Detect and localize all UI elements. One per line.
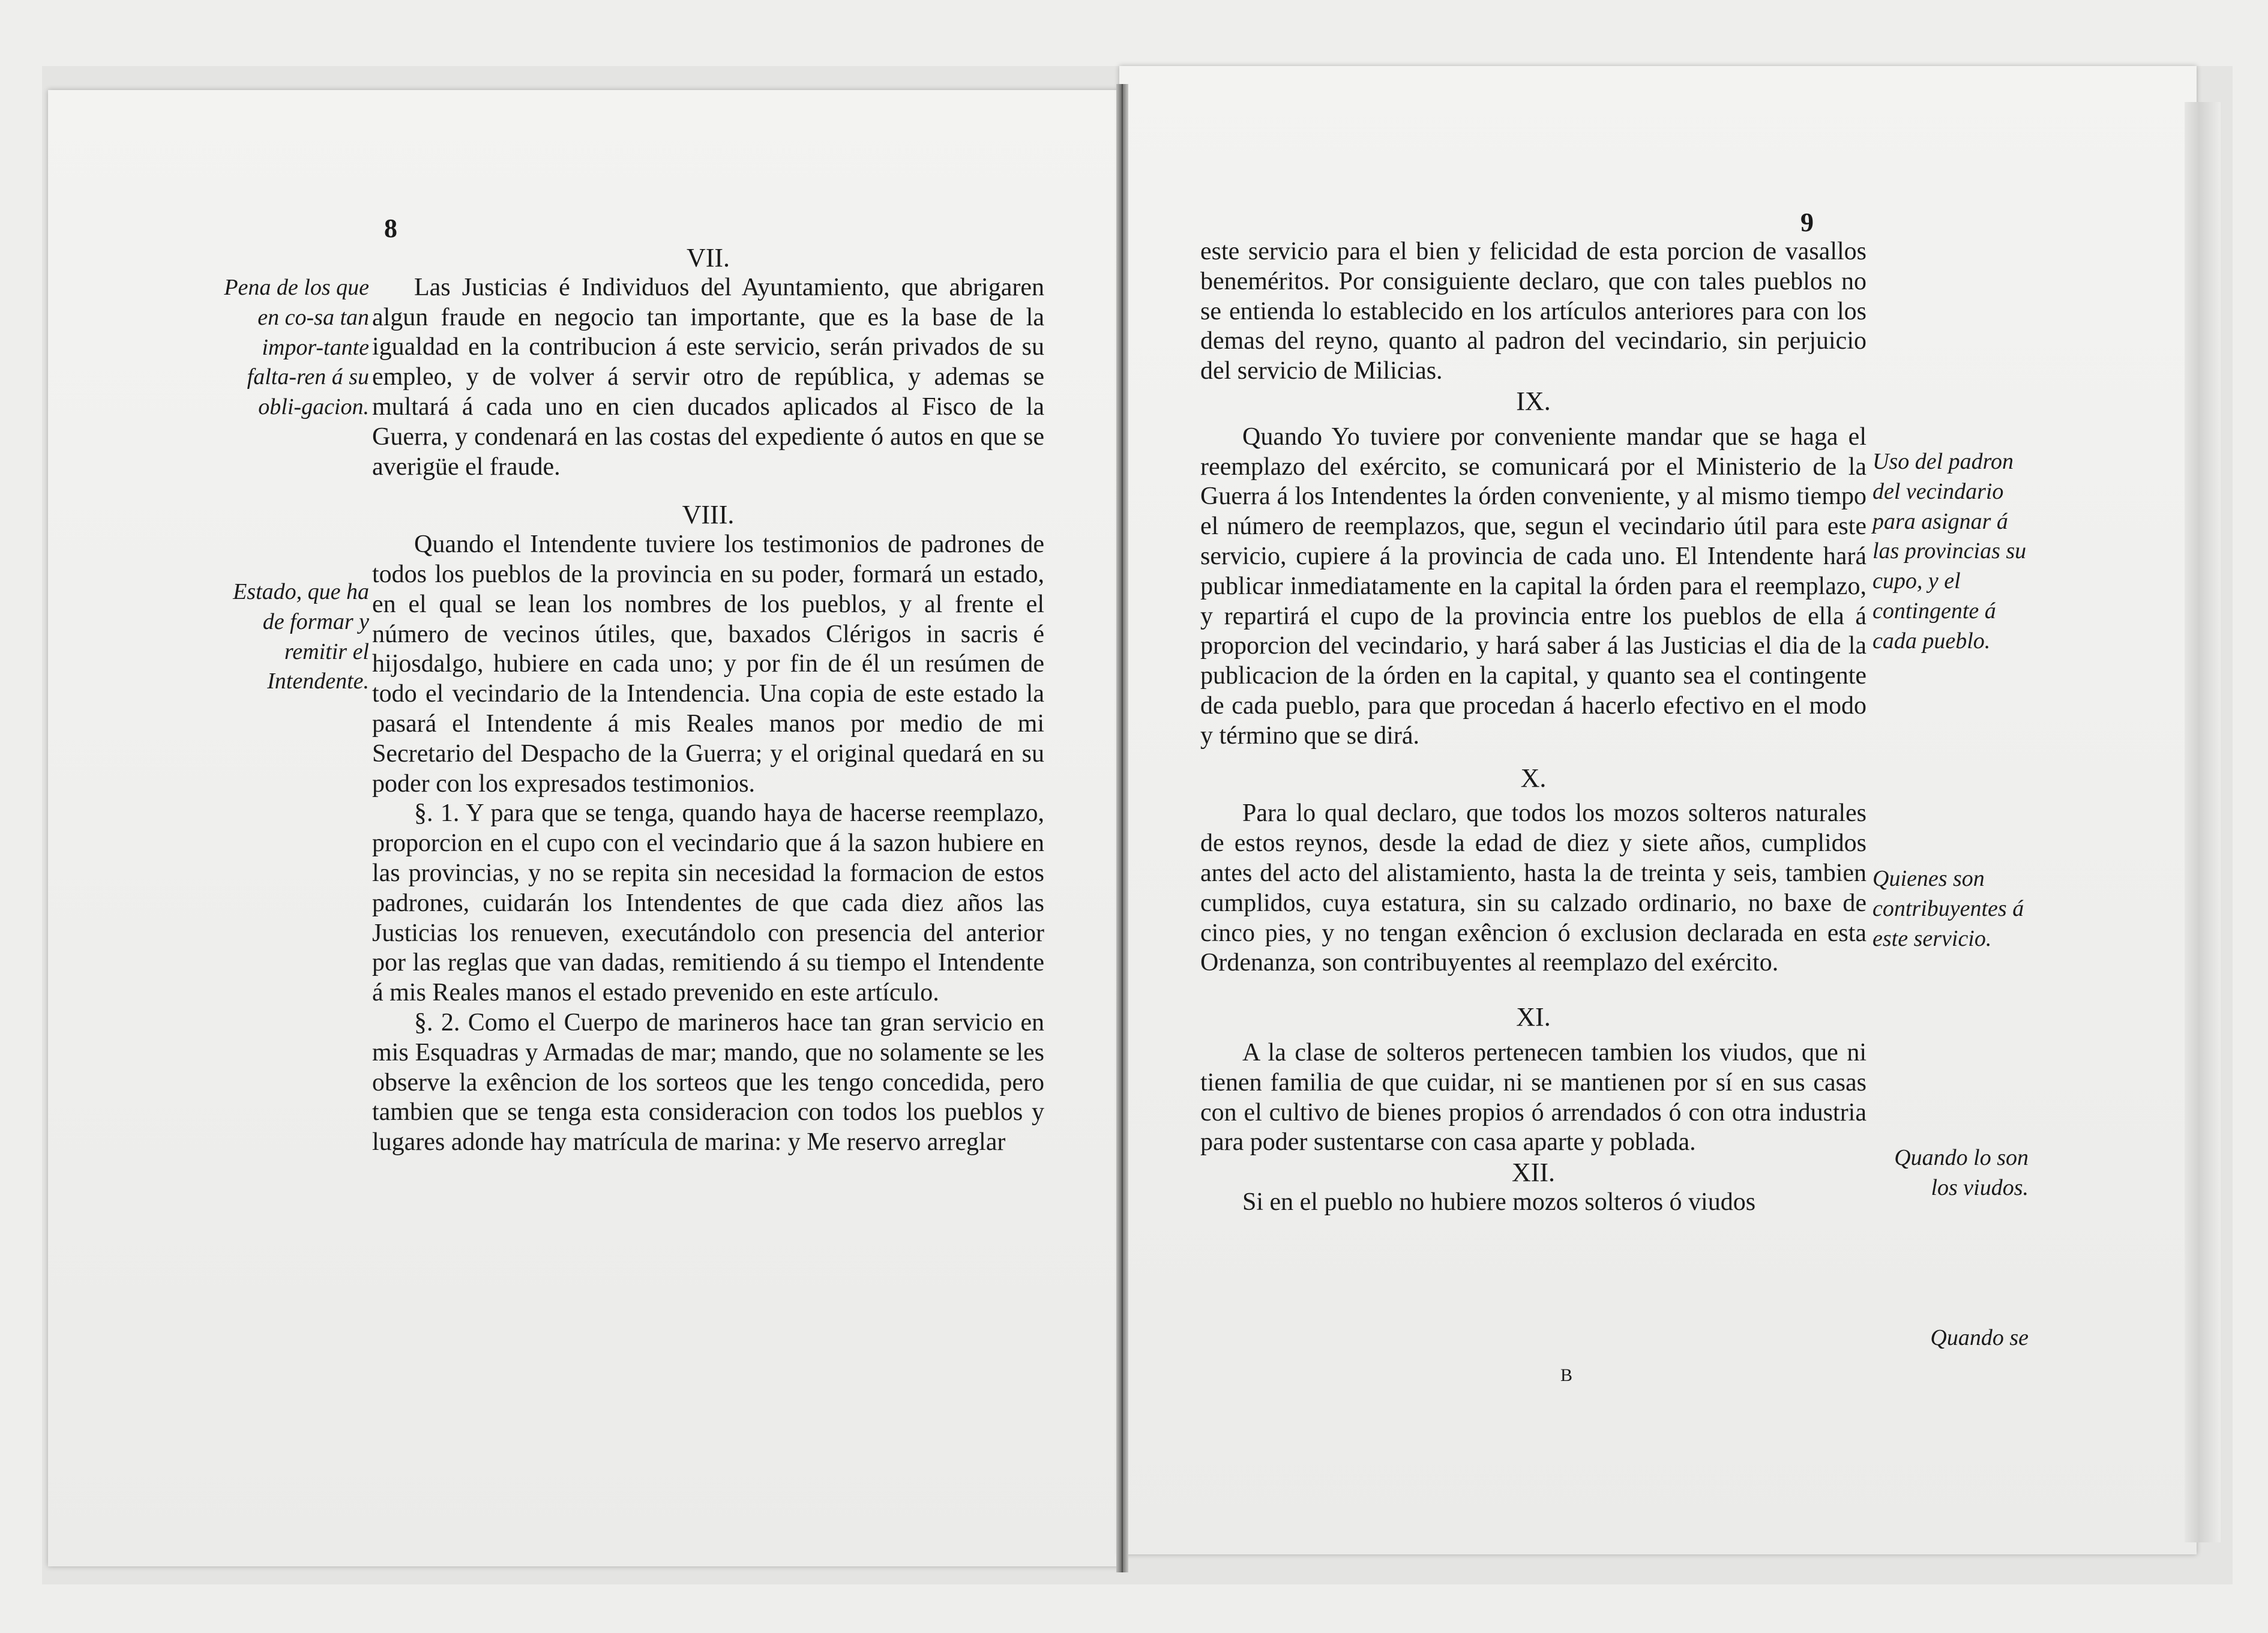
margin-note-quando-se: Quando se: [1930, 1325, 2029, 1350]
section-text-x: Para lo qual declaro, que todos los mozos solteros naturales de estos reynos, desde la edad de diez y siete años, cumplidos antes del acto del alistamiento, hasta la de treinta y seis, tambien cumplidos, cuya estatura, sin su calzado ordinario, no baxe de cinco pies, y no tengan exêncion ó exclusion declarada en esta Ordenanza, son contribuyentes al reemplazo del exército.: [1200, 799, 1866, 977]
right-page-text: [1200, 237, 1866, 1218]
right-page-number: 9: [1800, 208, 1814, 237]
clause-2: §. 2. Como el Cuerpo de marineros hace tan gran servicio en mis Esquadras y Armadas de mar; mando, que no solamente se les observe la exêncion de los sorteos que les tengo concedida, pero tambien que se tenga esta consideracion con todos los pueblos y lugares adonde hay matrícula de marina: y Me reservo arreglar: [372, 1008, 1044, 1156]
left-page-number: 8: [384, 214, 397, 243]
section-heading-xi: XI.: [1516, 1002, 1551, 1032]
margin-note-estado: Estado, que ha de formar y remitir el Intendente.: [233, 579, 369, 694]
section-heading-x: X.: [1520, 763, 1547, 793]
section-heading-viii: VIII.: [682, 500, 735, 530]
section-text-viii: Quando el Intendente tuviere los testimonios de padrones de todos los pueblos de la provincia en su poder, formará un estado, en el qual se lean los nombres de los pueblos, y al frente el número de vecinos útiles, que, baxados Clérigos in sacris é hijosdalgo, hubiere en cada uno; y por fin de él un resúmen de todo el vecindario de la Intendencia. Una copia de este estado la pasará el Intendente á mis Reales manos por medio de mi Secretario del Despacho de la Guerra; y el original quedará en su poder con los expresados testimonios.: [372, 531, 1044, 798]
page-edges: [2185, 102, 2221, 1542]
section-heading-vii: VII.: [686, 243, 730, 272]
margin-note-viudos: Quando lo son los viudos.: [1894, 1145, 2029, 1200]
section-text-vii: Las Justicias é Individuos del Ayuntamiento, que abrigaren algun fraude en negocio tan importante, que es la base de la igualdad en la contribucion á este servicio, serán privados de su empleo, y de volver á servir otro de república, y ademas se multará á cada uno en cien ducados aplicados al Fisco de la Guerra, y condenará en las costas del expediente ó autos en que se averigüe el fraude.: [372, 273, 1044, 481]
section-heading-ix: IX.: [1516, 386, 1551, 416]
margin-note-uso-del-padron: Uso del padron del vecindario para asignar á las provincias su cupo, y el contingente á cada pueblo.: [1872, 449, 2027, 654]
margin-note-quienes: Quienes son contribuyentes á este servicio.: [1872, 866, 2024, 951]
section-text-ix: Quando Yo tuviere por conveniente mandar que se haga el reemplazo del exército, se comunicará por el Ministerio de la Guerra á los Intendentes la órden conveniente, y al mismo tiempo el número de reemplazos, que, segun el vecindario útil para este servicio, cupiere á la provincia de cada uno. El Intendente hará publicar inmediatamente en la capital la órden para el reemplazo, y repartirá el cupo de la provincia entre los pueblos de ella á proporcion del vecindario, y hará saber á las Justicias el dia de la publicacion de la órden en la capital, y quanto sea el contingente de cada pueblo, para que procedan á hacerlo efectivo en el modo y término que se dirá.: [1200, 423, 1866, 750]
book-spread: [42, 66, 2233, 1584]
signature-mark: B: [1560, 1365, 1573, 1385]
continuation-text: este servicio para el bien y felicidad de esta porcion de vasallos beneméritos. Por consiguiente declaro, que con tales pueblos no se entienda lo establecido en los artículos anteriores para con los demas del reyno, quanto al padron del vecindario, sin perjuicio del servicio de Milicias.: [1200, 238, 1866, 385]
left-page-text: [372, 243, 1044, 1158]
section-text-xi: A la clase de solteros pertenecen tambien los viudos, que ni tienen familia de que cuidar, ni se mantienen por sí en sus casas con el cultivo de bienes propios ó arrendados ó con otra industria para poder sustentarse con casa aparte y poblada.: [1200, 1038, 1866, 1156]
section-text-xii: Si en el pueblo no hubiere mozos solteros ó viudos: [1242, 1188, 1756, 1216]
clause-1: §. 1. Y para que se tenga, quando haya de hacerse reemplazo, proporcion en el cupo con el vecindario que á la sazon hubiere en las provincias, y no se repita sin necesidad la formacion de estos padrones, cuidarán los Intendentes de que cada diez años las Justicias los renueven, executándolo con presencia del anterior por las reglas que van dadas, remitiendo á su tiempo el Intendente á mis Reales manos el estado prevenido en este artículo.: [372, 799, 1044, 1007]
margin-note-pena: Pena de los que en co-sa tan impor-tante falta-ren á su obli-gacion.: [224, 275, 369, 420]
book-gutter: [1116, 84, 1128, 1572]
section-heading-xii: XII.: [1511, 1158, 1556, 1188]
